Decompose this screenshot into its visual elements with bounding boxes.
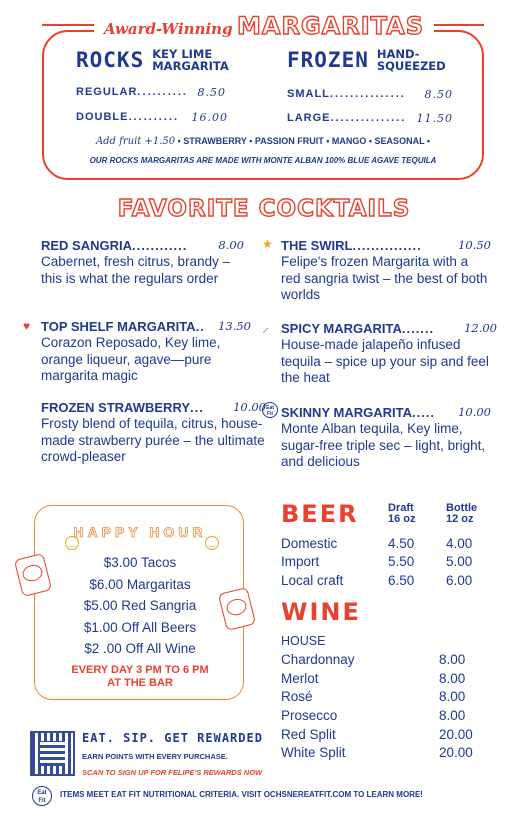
price-row-small: SMALL ............... 8.50 (287, 88, 453, 101)
eat-fit-icon: Eat Fit (262, 402, 278, 418)
wine-sub: HOUSE (281, 634, 326, 648)
price-row-regular: REGULAR .......... 8.50 (76, 86, 226, 99)
happy-hour-item: $3.00 Tacos (103, 555, 177, 570)
wine-title: WINE (281, 598, 361, 626)
happy-hour-item: $1.00 Off All Beers (83, 619, 197, 635)
happy-hour-title: HAPPY HOUR (73, 524, 207, 540)
happy-hour-note: EVERY DAY 3 PM TO 6 PM AT THE BAR (71, 664, 209, 689)
rocks-label: ROCKS (76, 48, 145, 72)
draft-header: Draft 16 oz (388, 502, 416, 525)
rocks-sub: KEY LIME MARGARITA (152, 47, 229, 73)
tequila-note: OUR ROCKS MARGARITAS ARE MADE WITH MONTE ALBAN 100% BLUE AGAVE TEQUILA (89, 156, 437, 165)
cocktail-the-swirl: THE SWIRL ............... 10.50 Felipe's frozen Margarita with a red sangria twist – the best of both worlds (281, 238, 491, 302)
price-row-large: LARGE ............... 11.50 (287, 112, 453, 125)
frozen-sub: HAND- SQUEEZED (376, 47, 446, 73)
star-icon: ★ (262, 237, 273, 251)
smiley-icon: ‿ (205, 536, 219, 550)
rewards-scan: SCAN TO SIGN UP FOR FELIPE'S REWARDS NOW (82, 768, 263, 777)
favorite-cocktails-title: FAVORITE COCKTAILS (117, 196, 411, 222)
eat-fit-note: ITEMS MEET EAT FIT NUTRITIONAL CRITERIA. VISIT OCHSNEREATFIT.COM TO LEARN MORE! (60, 790, 423, 799)
beer-title: BEER (281, 500, 359, 528)
frozen-label: FROZEN (287, 48, 369, 72)
cocktail-red-sangria: RED SANGRIA ............ 8.00 Cabernet, fresh citrus, brandy – this is what the regulars order (41, 238, 244, 286)
rewards-title: EAT. SIP. GET REWARDED (82, 731, 263, 745)
price-row-double: DOUBLE .......... 16.00 (76, 111, 228, 124)
rewards-sub: EARN POINTS WITH EVERY PURCHASE. (82, 752, 228, 761)
smiley-icon: ‿ (65, 536, 79, 550)
happy-hour-item: $6.00 Margaritas (89, 576, 191, 592)
happy-hour-item: $2 .00 Off All Wine (84, 641, 196, 656)
rocks-heading (76, 48, 229, 72)
heart-icon: ♥ (23, 319, 31, 333)
pepper-icon: ⸝ (262, 319, 269, 335)
cocktail-skinny-margarita: SKINNY MARGARITA ..... 10.00 Monte Alban tequila, Key lime, sugar-free triple sec – light, bright, and delicious (281, 405, 491, 469)
qr-code-icon[interactable] (30, 731, 75, 776)
bottle-header: Bottle 12 oz (446, 502, 478, 525)
eat-fit-icon: Eat Fit (32, 786, 52, 806)
happy-hour-box (34, 505, 244, 700)
frozen-heading (287, 48, 446, 72)
cocktail-spicy-margarita: SPICY MARGARITA ....... 12.00 House-made jalapeño infused tequila – spice up your sip and feel the heat (281, 321, 497, 385)
margaritas-title (0, 12, 528, 40)
margaritas-title-big: MARGARITAS (237, 12, 425, 40)
margaritas-title-script: Award-Winning (103, 20, 233, 38)
cocktail-frozen-strawberry: FROZEN STRAWBERRY ... 10.00 Frosty blend of tequila, citrus, house-made strawberry purée – the ultimate crowd-pleaser (41, 400, 266, 464)
fruit-addon-line: Add fruit +1.50 • STRAWBERRY • PASSION FRUIT • MANGO • SEASONAL • (95, 136, 431, 147)
happy-hour-item: $5.00 Red Sangria (83, 598, 197, 613)
happy-hour-list (35, 552, 245, 660)
cocktail-top-shelf: TOP SHELF MARGARITA .. 13.50 Corazon Reposado, Key lime, orange liqueur, agave—pure margarita magic (41, 319, 251, 383)
